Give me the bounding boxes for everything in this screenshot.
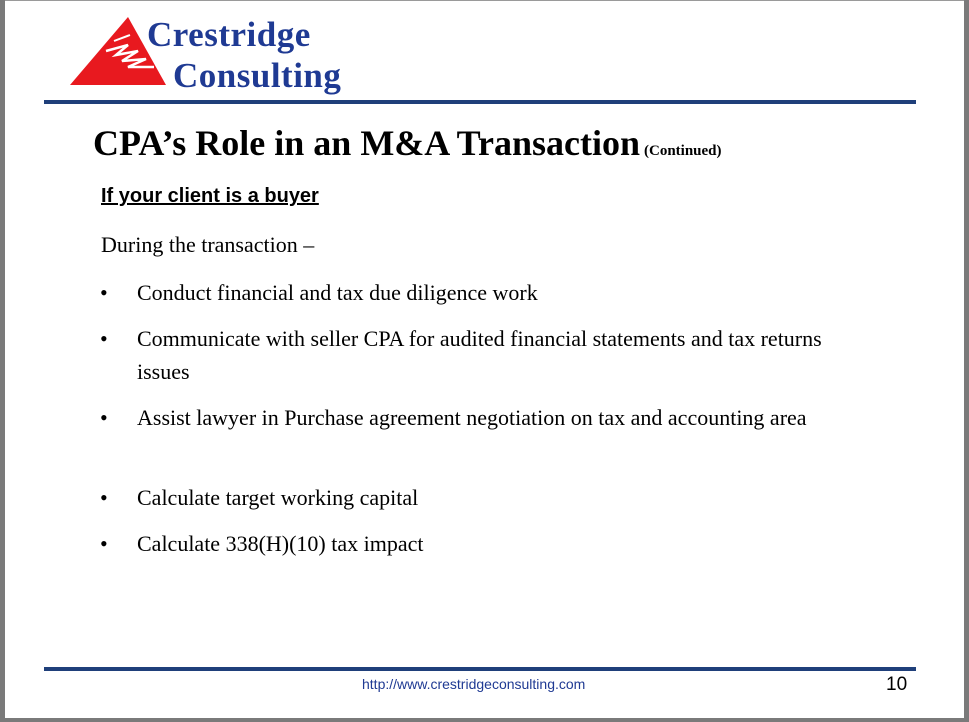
bullet-point: • [100,485,108,510]
page-number: 10 [886,674,908,695]
logo-text-line2: Consulting [173,56,342,95]
bullet-point: • [100,326,108,351]
viewer-frame-left [0,0,5,722]
logo-text-line1: Crestridge [147,15,311,54]
section-subheading: If your client is a buyer [101,185,319,207]
bullet-text: Calculate target working capital [137,485,419,510]
slide-title [93,122,722,164]
footer-website-link[interactable]: http://www.crestridgeconsulting.com [362,676,586,692]
footer-divider [44,667,916,671]
bullet-text: Calculate 338(H)(10) tax impact [137,531,424,556]
slide-title-note: (Continued) [644,143,722,159]
bullet-point: • [100,531,108,556]
viewer-frame-top [0,0,969,1]
bullet-text: Communicate with seller CPA for audited financial statements and tax returns issues [137,326,822,384]
intro-text: During the transaction – [101,232,315,257]
viewer-frame-right [964,0,969,722]
bullet-text: Assist lawyer in Purchase agreement negotiation on tax and accounting area [137,405,807,430]
bullet-point: • [100,405,108,430]
header-divider [44,100,916,104]
viewer-frame-bottom [0,718,969,722]
company-logo [70,15,370,97]
slide-title-text: CPA’s Role in an M&A Transaction [93,123,640,163]
bullet-point: • [100,280,108,305]
bullet-text: Conduct financial and tax due diligence work [137,280,538,305]
